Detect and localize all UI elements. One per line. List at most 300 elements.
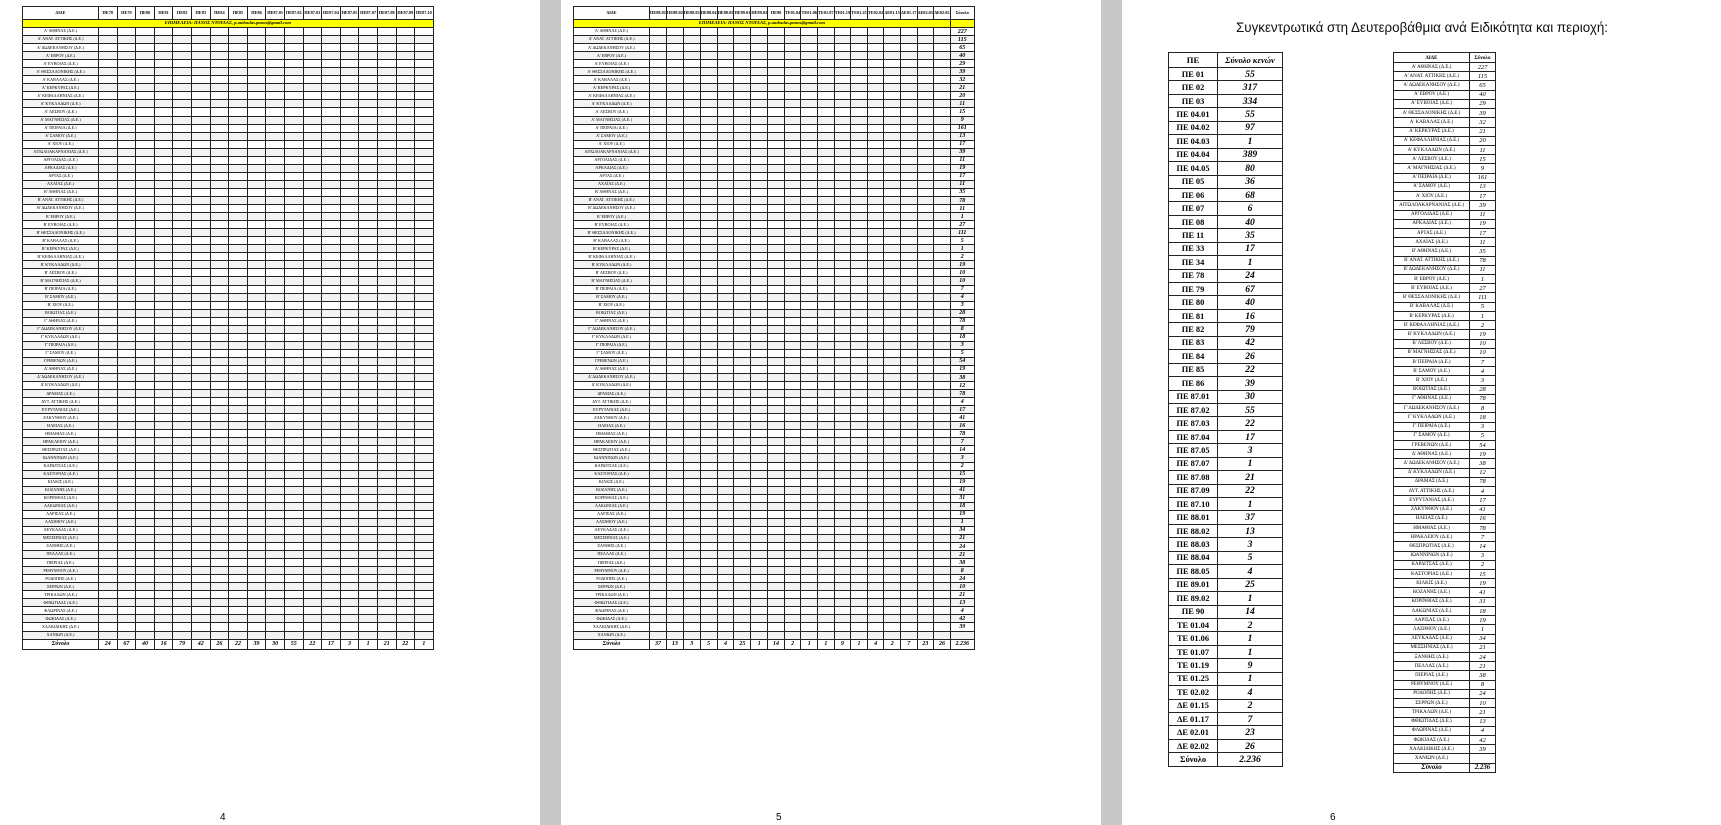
value-cell	[173, 325, 192, 333]
region-cell: ΛΕΥΚΑΔΑΣ (Δ.Ε.)	[574, 526, 650, 534]
value-cell	[650, 172, 667, 180]
value-cell	[284, 52, 303, 60]
value-cell	[683, 438, 700, 446]
value-cell	[210, 510, 229, 518]
value-cell	[734, 116, 751, 124]
value-cell	[266, 237, 285, 245]
value-cell	[700, 76, 717, 84]
specialty-code: ΠΕ 87.07	[1169, 457, 1218, 470]
value-cell	[717, 349, 734, 357]
value-cell	[801, 156, 818, 164]
row-total-cell: 19	[950, 478, 974, 486]
region-cell: ΚΙΛΚΙΣ (Δ.Ε.)	[1394, 579, 1470, 588]
value-cell	[136, 422, 155, 430]
value-cell	[377, 301, 396, 309]
value-cell	[173, 559, 192, 567]
value-cell	[377, 341, 396, 349]
value-cell	[834, 623, 851, 631]
value-cell	[377, 446, 396, 454]
value-cell	[173, 631, 192, 639]
table-row	[23, 478, 434, 486]
value-cell	[117, 124, 136, 132]
total-cell: 2	[884, 639, 901, 649]
value-cell	[884, 132, 901, 140]
value-cell	[801, 365, 818, 373]
value-cell	[867, 374, 884, 382]
value-cell	[359, 269, 378, 277]
column-header: ΠΕ87.03	[303, 7, 322, 20]
value-cell	[934, 36, 951, 44]
value-cell	[867, 414, 884, 422]
value-cell	[303, 317, 322, 325]
value-cell	[191, 52, 210, 60]
value-cell	[751, 382, 768, 390]
value-cell	[900, 84, 917, 92]
value-cell	[229, 285, 248, 293]
value-cell	[884, 196, 901, 204]
table-row	[574, 28, 975, 36]
value-cell	[666, 172, 683, 180]
value-cell	[834, 309, 851, 317]
value-cell	[247, 36, 266, 44]
value-cell	[322, 84, 341, 92]
row-total-cell: 10	[950, 277, 974, 285]
value-cell	[834, 591, 851, 599]
total-cell: 22	[229, 639, 248, 649]
row-total-cell: 11	[950, 100, 974, 108]
value-cell	[751, 108, 768, 116]
value-cell	[229, 365, 248, 373]
value-cell	[884, 543, 901, 551]
row-total-cell: 9	[950, 116, 974, 124]
specialty-code: ΠΕ 83	[1169, 336, 1218, 349]
value-cell	[867, 398, 884, 406]
row-total-cell: 18	[950, 502, 974, 510]
value-cell	[751, 317, 768, 325]
value-cell	[884, 52, 901, 60]
region-cell: Α' ΛΕΣΒΟΥ (Δ.Ε.)	[574, 108, 650, 116]
table-row	[23, 261, 434, 269]
value-cell	[173, 382, 192, 390]
value-cell	[900, 44, 917, 52]
value-cell	[303, 269, 322, 277]
value-cell	[415, 575, 434, 583]
value-cell	[867, 510, 884, 518]
value-cell	[801, 518, 818, 526]
value-cell	[900, 543, 917, 551]
value-cell	[900, 221, 917, 229]
specialty-code: ΠΕ 88.01	[1169, 511, 1218, 524]
value-cell	[934, 253, 951, 261]
region-cell: ΚΟΖΑΝΗΣ (Δ.Ε.)	[1394, 588, 1470, 597]
value-cell	[734, 365, 751, 373]
value-cell	[136, 156, 155, 164]
value-cell	[303, 132, 322, 140]
value-cell	[867, 317, 884, 325]
value-cell	[284, 68, 303, 76]
value-cell	[173, 406, 192, 414]
value-cell	[99, 599, 118, 607]
value-cell	[650, 349, 667, 357]
value-cell	[934, 559, 951, 567]
value-cell	[650, 309, 667, 317]
value-cell	[900, 534, 917, 542]
value-cell	[173, 269, 192, 277]
value-cell	[867, 92, 884, 100]
table-row	[574, 213, 975, 221]
value-cell	[784, 551, 801, 559]
value-cell	[650, 462, 667, 470]
value-cell	[154, 213, 173, 221]
region-cell: Β' ΕΒΡΟΥ (Δ.Ε.)	[574, 213, 650, 221]
region-row	[1394, 321, 1496, 330]
region-total: 3	[1470, 422, 1496, 431]
value-cell	[666, 100, 683, 108]
value-cell	[784, 116, 801, 124]
table-header-row	[574, 7, 975, 20]
value-cell	[801, 502, 818, 510]
value-cell	[284, 44, 303, 52]
region-cell: Β' ΣΑΜΟΥ (Δ.Ε.)	[574, 293, 650, 301]
value-cell	[784, 164, 801, 172]
region-row	[1394, 99, 1496, 108]
value-cell	[117, 156, 136, 164]
value-cell	[396, 430, 415, 438]
value-cell	[683, 100, 700, 108]
value-cell	[666, 631, 683, 639]
value-cell	[751, 534, 768, 542]
column-header: ΠΕ87.07	[359, 7, 378, 20]
value-cell	[717, 631, 734, 639]
value-cell	[867, 615, 884, 623]
value-cell	[191, 414, 210, 422]
value-cell	[117, 277, 136, 285]
table-row	[23, 382, 434, 390]
value-cell	[117, 623, 136, 631]
value-cell	[734, 269, 751, 277]
value-cell	[834, 510, 851, 518]
value-cell	[117, 607, 136, 615]
value-cell	[784, 229, 801, 237]
value-cell	[173, 253, 192, 261]
value-cell	[717, 615, 734, 623]
value-cell	[751, 559, 768, 567]
value-cell	[650, 44, 667, 52]
value-cell	[801, 575, 818, 583]
value-cell	[266, 575, 285, 583]
value-cell	[884, 454, 901, 462]
value-cell	[683, 60, 700, 68]
table-row	[574, 76, 975, 84]
value-cell	[934, 92, 951, 100]
value-cell	[303, 631, 322, 639]
value-cell	[768, 140, 785, 148]
value-cell	[867, 438, 884, 446]
value-cell	[650, 510, 667, 518]
value-cell	[917, 398, 934, 406]
value-cell	[154, 68, 173, 76]
value-cell	[173, 285, 192, 293]
value-cell	[284, 559, 303, 567]
row-total-cell: 41	[950, 414, 974, 422]
value-cell	[784, 132, 801, 140]
value-cell	[99, 470, 118, 478]
value-cell	[284, 494, 303, 502]
value-cell	[768, 623, 785, 631]
value-cell	[818, 221, 835, 229]
specialty-total: 14	[1218, 605, 1283, 618]
total-cell: 55	[284, 639, 303, 649]
region-cell: ΠΙΕΡΙΑΣ (Δ.Ε.)	[23, 559, 99, 567]
table-row	[574, 124, 975, 132]
value-cell	[867, 28, 884, 36]
value-cell	[154, 52, 173, 60]
value-cell	[340, 44, 359, 52]
region-row	[1394, 210, 1496, 219]
value-cell	[396, 325, 415, 333]
value-cell	[900, 430, 917, 438]
table-row	[574, 454, 975, 462]
value-cell	[934, 180, 951, 188]
value-cell	[229, 293, 248, 301]
value-cell	[784, 430, 801, 438]
value-cell	[768, 349, 785, 357]
value-cell	[851, 454, 868, 462]
row-total-cell: 41	[950, 486, 974, 494]
value-cell	[99, 390, 118, 398]
value-cell	[173, 534, 192, 542]
value-cell	[322, 567, 341, 575]
value-cell	[801, 245, 818, 253]
region-cell: ΛΕΥΚΑΔΑΣ (Δ.Ε.)	[23, 526, 99, 534]
value-cell	[917, 543, 934, 551]
value-cell	[666, 623, 683, 631]
column-header: ΠΕ81	[154, 7, 173, 20]
value-cell	[210, 438, 229, 446]
region-cell: ΖΑΚΥΝΘΟΥ (Δ.Ε.)	[1394, 505, 1470, 514]
specialty-row	[1169, 135, 1283, 148]
value-cell	[867, 591, 884, 599]
table-row	[23, 140, 434, 148]
value-cell	[784, 446, 801, 454]
value-cell	[99, 494, 118, 502]
specialty-code: ΠΕ 87.03	[1169, 417, 1218, 430]
value-cell	[934, 518, 951, 526]
region-cell: ΔΡΑΜΑΣ (Δ.Ε.)	[23, 390, 99, 398]
value-cell	[359, 60, 378, 68]
value-cell	[99, 76, 118, 84]
value-cell	[917, 285, 934, 293]
region-cell: Β' ΕΥΒΟΙΑΣ (Δ.Ε.)	[574, 221, 650, 229]
value-cell	[322, 551, 341, 559]
value-cell	[884, 317, 901, 325]
value-cell	[683, 301, 700, 309]
value-cell	[266, 44, 285, 52]
value-cell	[867, 478, 884, 486]
value-cell	[266, 470, 285, 478]
value-cell	[768, 559, 785, 567]
value-cell	[396, 623, 415, 631]
table-row	[23, 446, 434, 454]
value-cell	[700, 277, 717, 285]
value-cell	[650, 526, 667, 534]
value-cell	[173, 446, 192, 454]
value-cell	[867, 148, 884, 156]
value-cell	[818, 518, 835, 526]
value-cell	[191, 108, 210, 116]
table-row	[574, 229, 975, 237]
value-cell	[867, 301, 884, 309]
table-row	[574, 502, 975, 510]
region-cell: Α' ΧΙΟΥ (Δ.Ε.)	[574, 140, 650, 148]
value-cell	[210, 285, 229, 293]
value-cell	[415, 454, 434, 462]
specialty-total: 35	[1218, 229, 1283, 242]
value-cell	[700, 575, 717, 583]
value-cell	[751, 470, 768, 478]
value-cell	[340, 172, 359, 180]
column-header: ΔΙΔΕ	[574, 7, 650, 20]
table-row	[23, 631, 434, 639]
value-cell	[666, 44, 683, 52]
value-cell	[340, 543, 359, 551]
value-cell	[415, 28, 434, 36]
value-cell	[784, 341, 801, 349]
value-cell	[396, 261, 415, 269]
region-row	[1394, 311, 1496, 320]
value-cell	[247, 543, 266, 551]
value-cell	[229, 325, 248, 333]
value-cell	[666, 599, 683, 607]
region-cell: Α' ΚΕΡΚΥΡΑΣ (Δ.Ε.)	[1394, 127, 1470, 136]
value-cell	[650, 623, 667, 631]
value-cell	[851, 390, 868, 398]
value-cell	[191, 374, 210, 382]
specialty-total: 42	[1218, 336, 1283, 349]
value-cell	[266, 92, 285, 100]
value-cell	[154, 526, 173, 534]
value-cell	[818, 52, 835, 60]
value-cell	[867, 237, 884, 245]
value-cell	[700, 374, 717, 382]
region-row	[1394, 394, 1496, 403]
value-cell	[229, 406, 248, 414]
value-cell	[284, 333, 303, 341]
value-cell	[834, 486, 851, 494]
value-cell	[700, 164, 717, 172]
value-cell	[818, 446, 835, 454]
value-cell	[751, 486, 768, 494]
value-cell	[266, 526, 285, 534]
value-cell	[229, 551, 248, 559]
value-cell	[717, 534, 734, 542]
value-cell	[934, 213, 951, 221]
value-cell	[751, 623, 768, 631]
value-cell	[340, 333, 359, 341]
value-cell	[851, 333, 868, 341]
value-cell	[768, 567, 785, 575]
value-cell	[851, 446, 868, 454]
value-cell	[340, 132, 359, 140]
banner-row	[23, 20, 434, 28]
specialty-row	[1169, 377, 1283, 390]
value-cell	[751, 333, 768, 341]
value-cell	[801, 317, 818, 325]
value-cell	[377, 631, 396, 639]
region-cell: ΙΩΑΝΝΙΝΩΝ (Δ.Ε.)	[1394, 551, 1470, 560]
value-cell	[322, 36, 341, 44]
value-cell	[359, 567, 378, 575]
value-cell	[867, 188, 884, 196]
value-cell	[247, 172, 266, 180]
table-row	[574, 92, 975, 100]
table-row	[23, 92, 434, 100]
value-cell	[229, 623, 248, 631]
specialty-code: ΠΕ 82	[1169, 323, 1218, 336]
value-cell	[284, 486, 303, 494]
value-cell	[396, 132, 415, 140]
value-cell	[415, 382, 434, 390]
value-cell	[834, 615, 851, 623]
value-cell	[340, 213, 359, 221]
region-cell: ΣΕΡΡΩΝ (Δ.Ε.)	[23, 583, 99, 591]
region-cell: Β' ΠΕΙΡΑΙΑ (Δ.Ε.)	[574, 285, 650, 293]
value-cell	[884, 494, 901, 502]
table-row	[23, 68, 434, 76]
table-row	[574, 357, 975, 365]
value-cell	[851, 591, 868, 599]
total-cell: 67	[117, 639, 136, 649]
value-cell	[247, 454, 266, 462]
region-row	[1394, 459, 1496, 468]
value-cell	[415, 623, 434, 631]
value-cell	[99, 526, 118, 534]
value-cell	[99, 277, 118, 285]
value-cell	[900, 325, 917, 333]
table-row	[23, 196, 434, 204]
value-cell	[266, 269, 285, 277]
value-cell	[340, 430, 359, 438]
table-row	[23, 317, 434, 325]
value-cell	[284, 414, 303, 422]
value-cell	[801, 100, 818, 108]
value-cell	[734, 526, 751, 534]
value-cell	[867, 245, 884, 253]
column-header: ΠΕ87.09	[396, 7, 415, 20]
value-cell	[666, 607, 683, 615]
value-cell	[154, 543, 173, 551]
value-cell	[229, 341, 248, 349]
value-cell	[818, 317, 835, 325]
value-cell	[751, 245, 768, 253]
region-total: 39	[1470, 201, 1496, 210]
value-cell	[377, 172, 396, 180]
specialty-code: ΠΕ 33	[1169, 242, 1218, 255]
value-cell	[934, 116, 951, 124]
value-cell	[734, 148, 751, 156]
value-cell	[322, 100, 341, 108]
value-cell	[284, 599, 303, 607]
value-cell	[884, 156, 901, 164]
value-cell	[851, 156, 868, 164]
value-cell	[867, 205, 884, 213]
value-cell	[396, 374, 415, 382]
value-cell	[154, 325, 173, 333]
value-cell	[322, 575, 341, 583]
value-cell	[173, 76, 192, 84]
region-total	[1470, 754, 1496, 763]
table-row	[23, 156, 434, 164]
